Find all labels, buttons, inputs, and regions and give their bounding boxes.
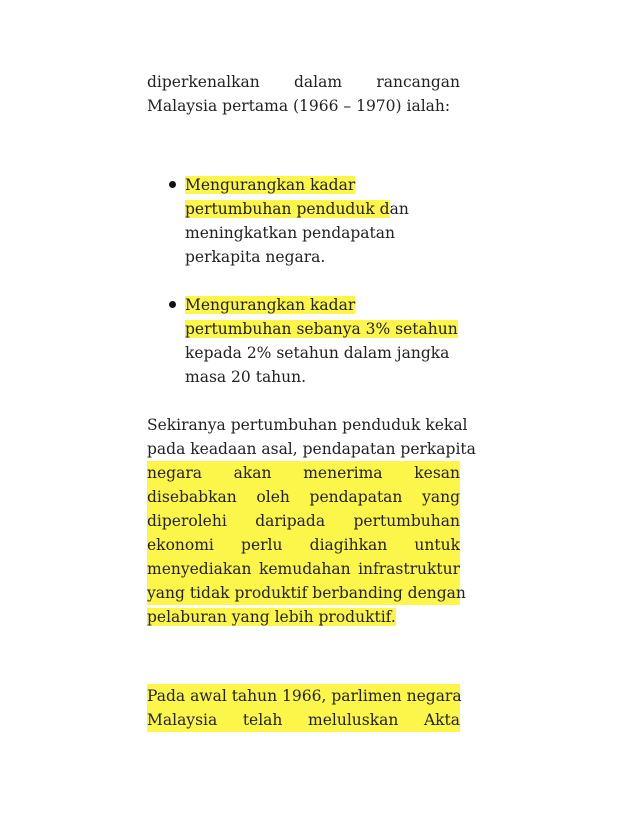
highlighted-line xyxy=(147,461,460,485)
word: menyediakan xyxy=(147,560,252,578)
word: untuk xyxy=(414,536,460,554)
word: telah xyxy=(242,711,283,729)
word: diagihkan xyxy=(309,536,388,554)
highlighted-text: pertumbuhan sebanya 3% setahun xyxy=(185,320,458,338)
word: Pada awal tahun 1966, parlimen negara xyxy=(147,687,462,705)
word: Malaysia pertama (1966 – 1970) ialah: xyxy=(147,97,451,115)
text-line xyxy=(147,605,460,629)
word: dalam xyxy=(294,73,343,91)
text-line xyxy=(147,94,460,118)
highlighted-line xyxy=(147,708,460,732)
bullet-dot-icon xyxy=(169,301,176,308)
word: Malaysia xyxy=(147,711,218,729)
highlighted-text: pertumbuhan penduduk d xyxy=(185,200,390,218)
word: pendapatan xyxy=(309,488,403,506)
text-line xyxy=(185,341,460,365)
bullet-item xyxy=(147,173,460,269)
plain-text: kepada 2% setahun dalam jangka xyxy=(185,344,450,362)
text-line xyxy=(185,197,460,221)
word: diperkenalkan xyxy=(147,73,260,91)
word: negara xyxy=(147,464,202,482)
plain-text: masa 20 tahun. xyxy=(185,368,307,386)
text-line xyxy=(185,317,460,341)
text-line xyxy=(185,293,460,317)
text-line xyxy=(147,413,468,437)
word: Akta xyxy=(423,711,460,729)
highlighted-line xyxy=(147,581,466,605)
closing-paragraph xyxy=(147,684,460,732)
text-line xyxy=(185,221,460,245)
highlighted-line xyxy=(147,533,460,557)
word: kesan xyxy=(414,464,460,482)
word: diperolehi xyxy=(147,512,227,530)
plain-text: meningkatkan pendapatan xyxy=(185,224,395,242)
word: oleh xyxy=(256,488,290,506)
highlighted-text: Mengurangkan kadar xyxy=(185,176,356,194)
highlighted-line xyxy=(147,684,460,708)
highlighted-line xyxy=(147,509,460,533)
text-line xyxy=(147,70,460,94)
highlighted-text: Mengurangkan kadar xyxy=(185,296,356,314)
highlighted-text: pelaburan yang lebih produktif. xyxy=(147,608,396,626)
word: infrastruktur xyxy=(358,560,460,578)
word: rancangan xyxy=(376,73,460,91)
intro-paragraph xyxy=(147,70,460,118)
word: kemudahan xyxy=(258,560,351,578)
word: ekonomi xyxy=(147,536,214,554)
document-page xyxy=(147,70,476,732)
word: meluluskan xyxy=(308,711,399,729)
word: disebabkan xyxy=(147,488,237,506)
bullet-item xyxy=(147,293,460,389)
word: yang tidak produktif berbanding dengan xyxy=(147,584,466,602)
body-paragraph xyxy=(147,413,476,629)
word: pertumbuhan xyxy=(353,512,460,530)
bullet-dot-icon xyxy=(169,181,176,188)
bullet-list xyxy=(147,173,460,389)
word: yang xyxy=(422,488,460,506)
plain-text: Sekiranya pertumbuhan penduduk kekal xyxy=(147,416,468,434)
text-line xyxy=(185,365,460,389)
word: perlu xyxy=(241,536,283,554)
text-line xyxy=(185,245,460,269)
highlighted-line xyxy=(147,557,460,581)
word: akan xyxy=(233,464,272,482)
word: menerima xyxy=(303,464,383,482)
word: daripada xyxy=(255,512,326,530)
text-line xyxy=(185,173,460,197)
text-line xyxy=(147,437,476,461)
highlighted-line xyxy=(147,485,460,509)
plain-text: an xyxy=(389,200,409,218)
plain-text: perkapita negara. xyxy=(185,248,326,266)
plain-text: pada keadaan asal, pendapatan perkapita xyxy=(147,440,476,458)
